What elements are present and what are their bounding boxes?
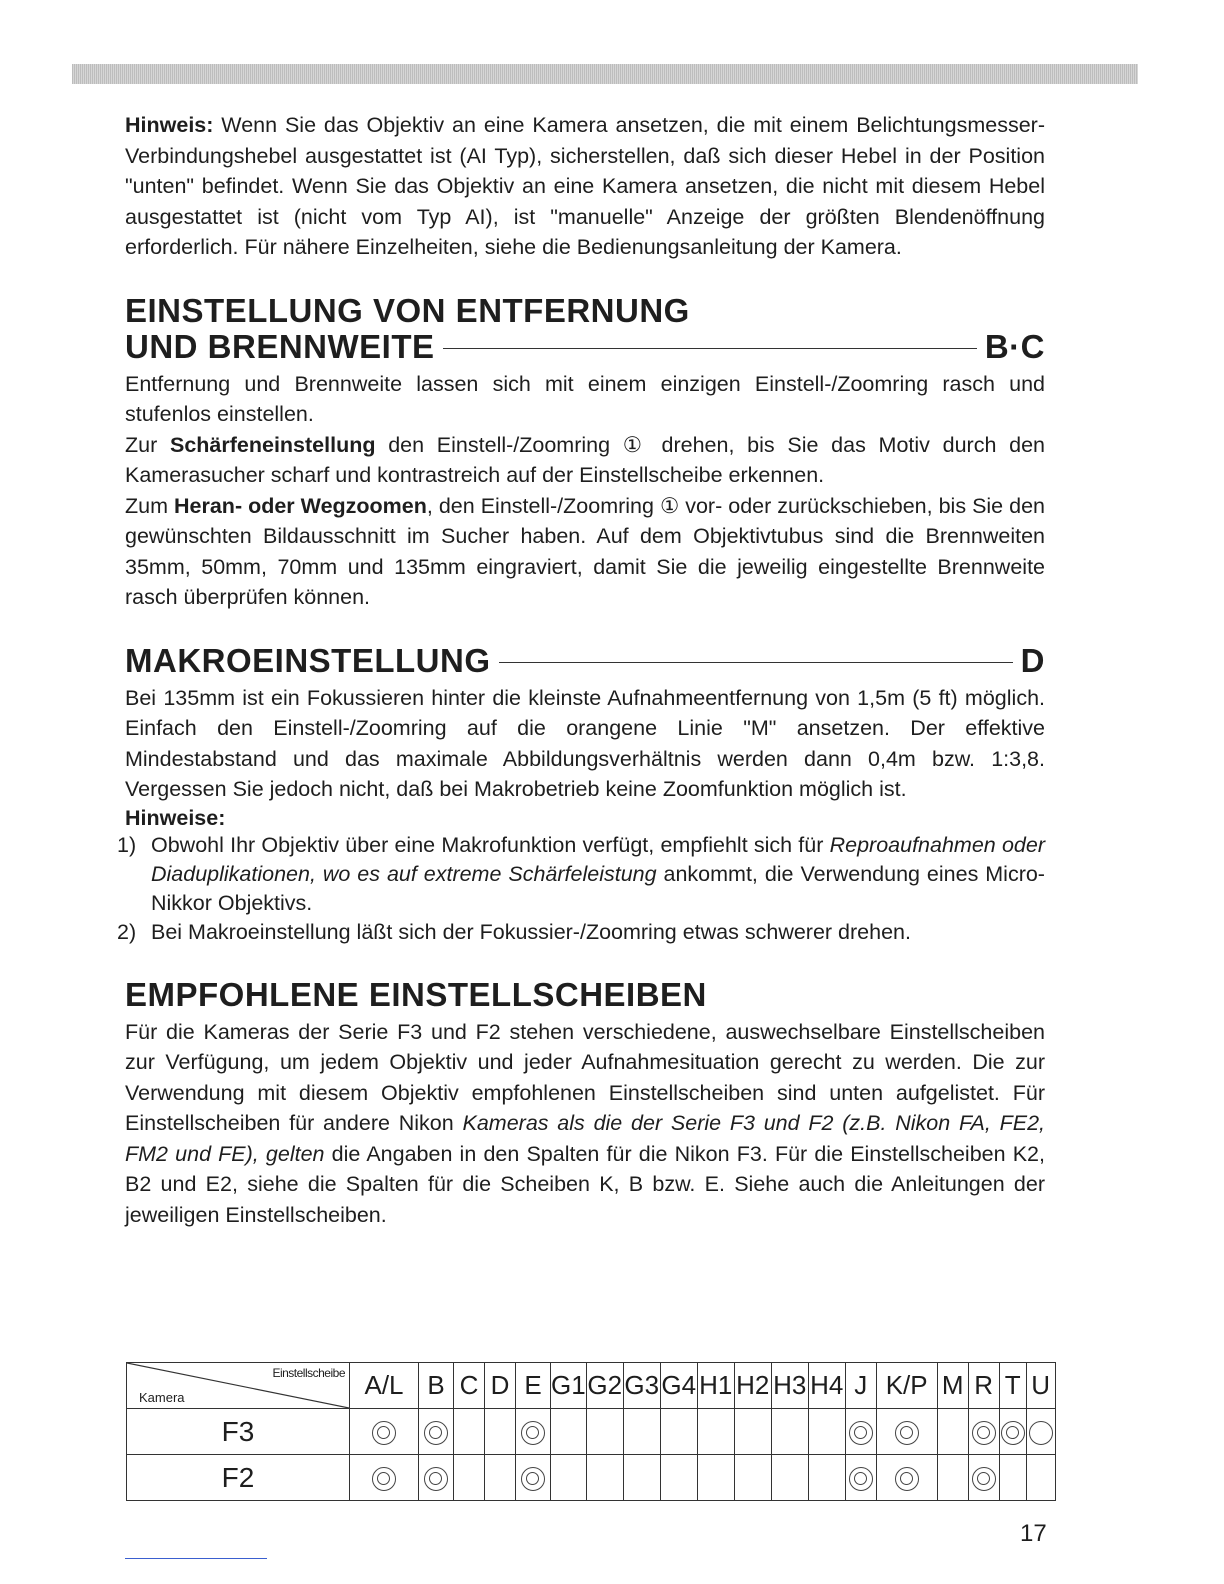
column-header: G4 — [660, 1363, 697, 1409]
screen-cell — [876, 1455, 937, 1501]
column-header: H2 — [734, 1363, 771, 1409]
focus-pre: Zur — [125, 432, 158, 457]
column-header: D — [485, 1363, 516, 1409]
screen-cell — [734, 1455, 771, 1501]
section3-text-b: Kameras als die der Serie F3 und F2 (z.B. Nikon FA, FE2, FM2 und FE), gelten — [125, 1111, 1045, 1166]
screen-cell — [350, 1409, 419, 1455]
item1-b: Reproaufnahmen oder Diaduplikationen, wo es auf extreme Schärfeleistung — [151, 832, 1045, 886]
column-header: H3 — [771, 1363, 808, 1409]
screen-cell — [808, 1409, 845, 1455]
column-header: J — [845, 1363, 876, 1409]
double-circle-icon — [424, 1467, 448, 1491]
section2-tag: D — [1020, 641, 1045, 679]
footer-link-line — [125, 1558, 267, 1559]
item2-text: Bei Makroeinstellung läßt sich der Fokussier-/Zoomring etwas schwerer drehen. — [151, 919, 911, 944]
screen-cell — [660, 1455, 697, 1501]
screen-cell — [697, 1409, 734, 1455]
screen-table — [126, 1362, 1056, 1501]
screen-cell — [485, 1409, 516, 1455]
screen-cell — [845, 1409, 876, 1455]
double-circle-icon — [972, 1467, 996, 1491]
zoom-text: , den Einstell-/Zoomring ① vor- oder zurückschieben, bis Sie den gewünschten Bildausschnitt im Sucher haben. Auf dem Objektivtubus sind die Brennweiten 35mm, 50mm, 70mm und 135mm eingraviert, damit Sie die jeweilig eingestellte Brennweite rasch überprüfen können. — [125, 493, 1046, 609]
item1-num: 1) — [117, 832, 137, 857]
screen-cell — [623, 1455, 660, 1501]
zoom-bold: Heran- oder Wegzoomen — [174, 493, 427, 518]
screen-cell — [660, 1409, 697, 1455]
screen-cell — [419, 1455, 454, 1501]
column-header: U — [1026, 1363, 1055, 1409]
section1-rule — [443, 348, 977, 349]
page-content — [117, 110, 1046, 1230]
screen-cell — [516, 1409, 551, 1455]
section3-title: EMPFOHLENE EINSTELLSCHEIBEN — [125, 975, 707, 1013]
section2-rule — [499, 662, 1013, 663]
column-header: T — [999, 1363, 1026, 1409]
screen-cell — [697, 1455, 734, 1501]
screen-cell — [808, 1455, 845, 1501]
zoom-pre: Zum — [125, 493, 168, 518]
column-header: R — [968, 1363, 999, 1409]
notes-label: Hinweise: — [125, 805, 226, 830]
list-item — [117, 831, 1045, 918]
screen-cell — [937, 1455, 968, 1501]
column-header: G1 — [551, 1363, 587, 1409]
corner-bottom-label: Kamera — [139, 1390, 185, 1405]
column-header: E — [516, 1363, 551, 1409]
screen-cell — [845, 1455, 876, 1501]
focus-bold: Schärfeneinstellung — [169, 432, 376, 457]
section1-focus — [125, 430, 1045, 491]
double-circle-icon — [972, 1421, 996, 1445]
screen-cell — [623, 1409, 660, 1455]
screen-cell — [999, 1409, 1026, 1455]
circle-icon — [1029, 1421, 1053, 1445]
section1-title-line2: UND BRENNWEITE — [125, 327, 435, 365]
double-circle-icon — [849, 1467, 873, 1491]
screen-cell — [771, 1409, 808, 1455]
screen-cell — [350, 1455, 419, 1501]
section1-title-line1: EINSTELLUNG VON ENTFERNUNG — [125, 291, 690, 329]
section1-intro: Entfernung und Brennweite lassen sich mit einem einzigen Einstell-/Zoomring rasch und stufenlos einstellen. — [125, 371, 1045, 426]
screen-cell — [586, 1455, 623, 1501]
item1-a: Obwohl Ihr Objektiv über eine Makrofunktion verfügt, empfiehlt sich für — [151, 832, 824, 857]
double-circle-icon — [895, 1467, 919, 1491]
double-circle-icon — [521, 1467, 545, 1491]
section3-text-a: Für die Kameras der Serie F3 und F2 stehen verschiedene, auswechselbare Einstellscheiben zur Verfügung, um jedem Objektiv und jeder Aufnahmesituation gerecht zu werden. Die zur Verwendung mit diesem Objektiv empfohlenen Einstellscheiben sind unten aufgelistet. Für Einstellscheiben für andere Nikon — [125, 1019, 1045, 1135]
section1-title-row — [125, 329, 1045, 365]
screen-cell — [968, 1409, 999, 1455]
item2-num: 2) — [117, 919, 137, 944]
screen-cell — [1026, 1455, 1055, 1501]
screen-cell — [876, 1409, 937, 1455]
note-text: Wenn Sie das Objektiv an eine Kamera ansetzen, die mit einem Belichtungsmesser-Verbindungshebel ausgestattet ist (AI Typ), sicherstellen, daß sich dieser Hebel in der Position "unten" befindet. Wenn Sie das Objektiv an eine Kamera ansetzen, die nicht mit diesem Hebel ausgestattet ist (nicht vom Typ AI), ist "manuelle" Anzeige der größten Blendenöffnung erforderlich. Für nähere Einzelheiten, siehe die Bedienungsanleitung der Kamera. — [125, 113, 1045, 259]
screen-cell — [551, 1409, 587, 1455]
screen-cell — [586, 1409, 623, 1455]
screen-cell — [968, 1455, 999, 1501]
double-circle-icon — [372, 1421, 396, 1445]
section2-text: Bei 135mm ist ein Fokussieren hinter die kleinste Aufnahmeentfernung von 1,5m (5 ft) möglich. Einfach den Einstell-/Zoomring auf die orangene Linie "M" ansetzen. Der effektive Mindestabstand und das maximale Abbildungsverhältnis werden dann 0,4m bzw. 1:3,8. Vergessen Sie jedoch nicht, daß bei Makrobetrieb keine Zoomfunktion möglich ist. — [125, 685, 1045, 801]
double-circle-icon — [521, 1421, 545, 1445]
column-header: K/P — [876, 1363, 937, 1409]
table-header-row — [127, 1363, 1056, 1409]
column-header: G2 — [586, 1363, 623, 1409]
screen-cell — [516, 1455, 551, 1501]
column-header: H4 — [808, 1363, 845, 1409]
column-header: M — [937, 1363, 968, 1409]
screen-cell — [454, 1455, 485, 1501]
top-decorative-bar — [72, 64, 1138, 84]
section1-tag: B·C — [984, 327, 1045, 365]
table-row — [127, 1455, 1056, 1501]
column-header: C — [454, 1363, 485, 1409]
table-row — [127, 1409, 1056, 1455]
column-header: A/L — [350, 1363, 419, 1409]
double-circle-icon — [424, 1421, 448, 1445]
section3-text — [125, 1017, 1045, 1231]
double-circle-icon — [895, 1421, 919, 1445]
screen-cell — [485, 1455, 516, 1501]
focus-text: den Einstell-/Zoomring ① drehen, bis Sie das Motiv durch den Kamerasucher scharf und kontrastreich auf der Einstellscheibe erkennen. — [125, 432, 1045, 487]
screen-cell — [771, 1455, 808, 1501]
screen-cell — [937, 1409, 968, 1455]
camera-cell: F2 — [127, 1455, 350, 1501]
column-header: G3 — [623, 1363, 660, 1409]
section2-notes-label — [125, 805, 1045, 831]
section1-zoom — [125, 491, 1045, 613]
section3-text-c: die Angaben in den Spalten für die Nikon F3. Für die Einstellscheiben K2, B2 und E2, siehe die Spalten für die Scheiben K, B bzw. E. Siehe auch die Anleitungen der jeweiligen Einstellscheiben. — [125, 1141, 1045, 1227]
corner-top-label: Einstellscheibe — [272, 1366, 345, 1380]
double-circle-icon — [372, 1467, 396, 1491]
screen-cell — [734, 1409, 771, 1455]
screen-cell — [999, 1455, 1026, 1501]
double-circle-icon — [1001, 1421, 1025, 1445]
note-paragraph — [125, 110, 1045, 263]
list-item — [117, 918, 1045, 947]
item1-c: ankommt, die Verwendung eines Micro-Nikkor Objektivs. — [151, 861, 1045, 915]
column-header: B — [419, 1363, 454, 1409]
section2-title-row — [125, 643, 1045, 679]
item1-text — [151, 831, 1045, 918]
note-label: Hinweis: — [125, 113, 214, 137]
section2-title: MAKROEINSTELLUNG — [125, 641, 491, 679]
column-header: H1 — [697, 1363, 734, 1409]
screen-cell — [1026, 1409, 1055, 1455]
screen-cell — [419, 1409, 454, 1455]
table-corner-cell — [127, 1363, 350, 1409]
page-number: 17 — [1020, 1520, 1047, 1547]
screen-cell — [551, 1455, 587, 1501]
screen-cell — [454, 1409, 485, 1455]
camera-cell: F3 — [127, 1409, 350, 1455]
double-circle-icon — [849, 1421, 873, 1445]
